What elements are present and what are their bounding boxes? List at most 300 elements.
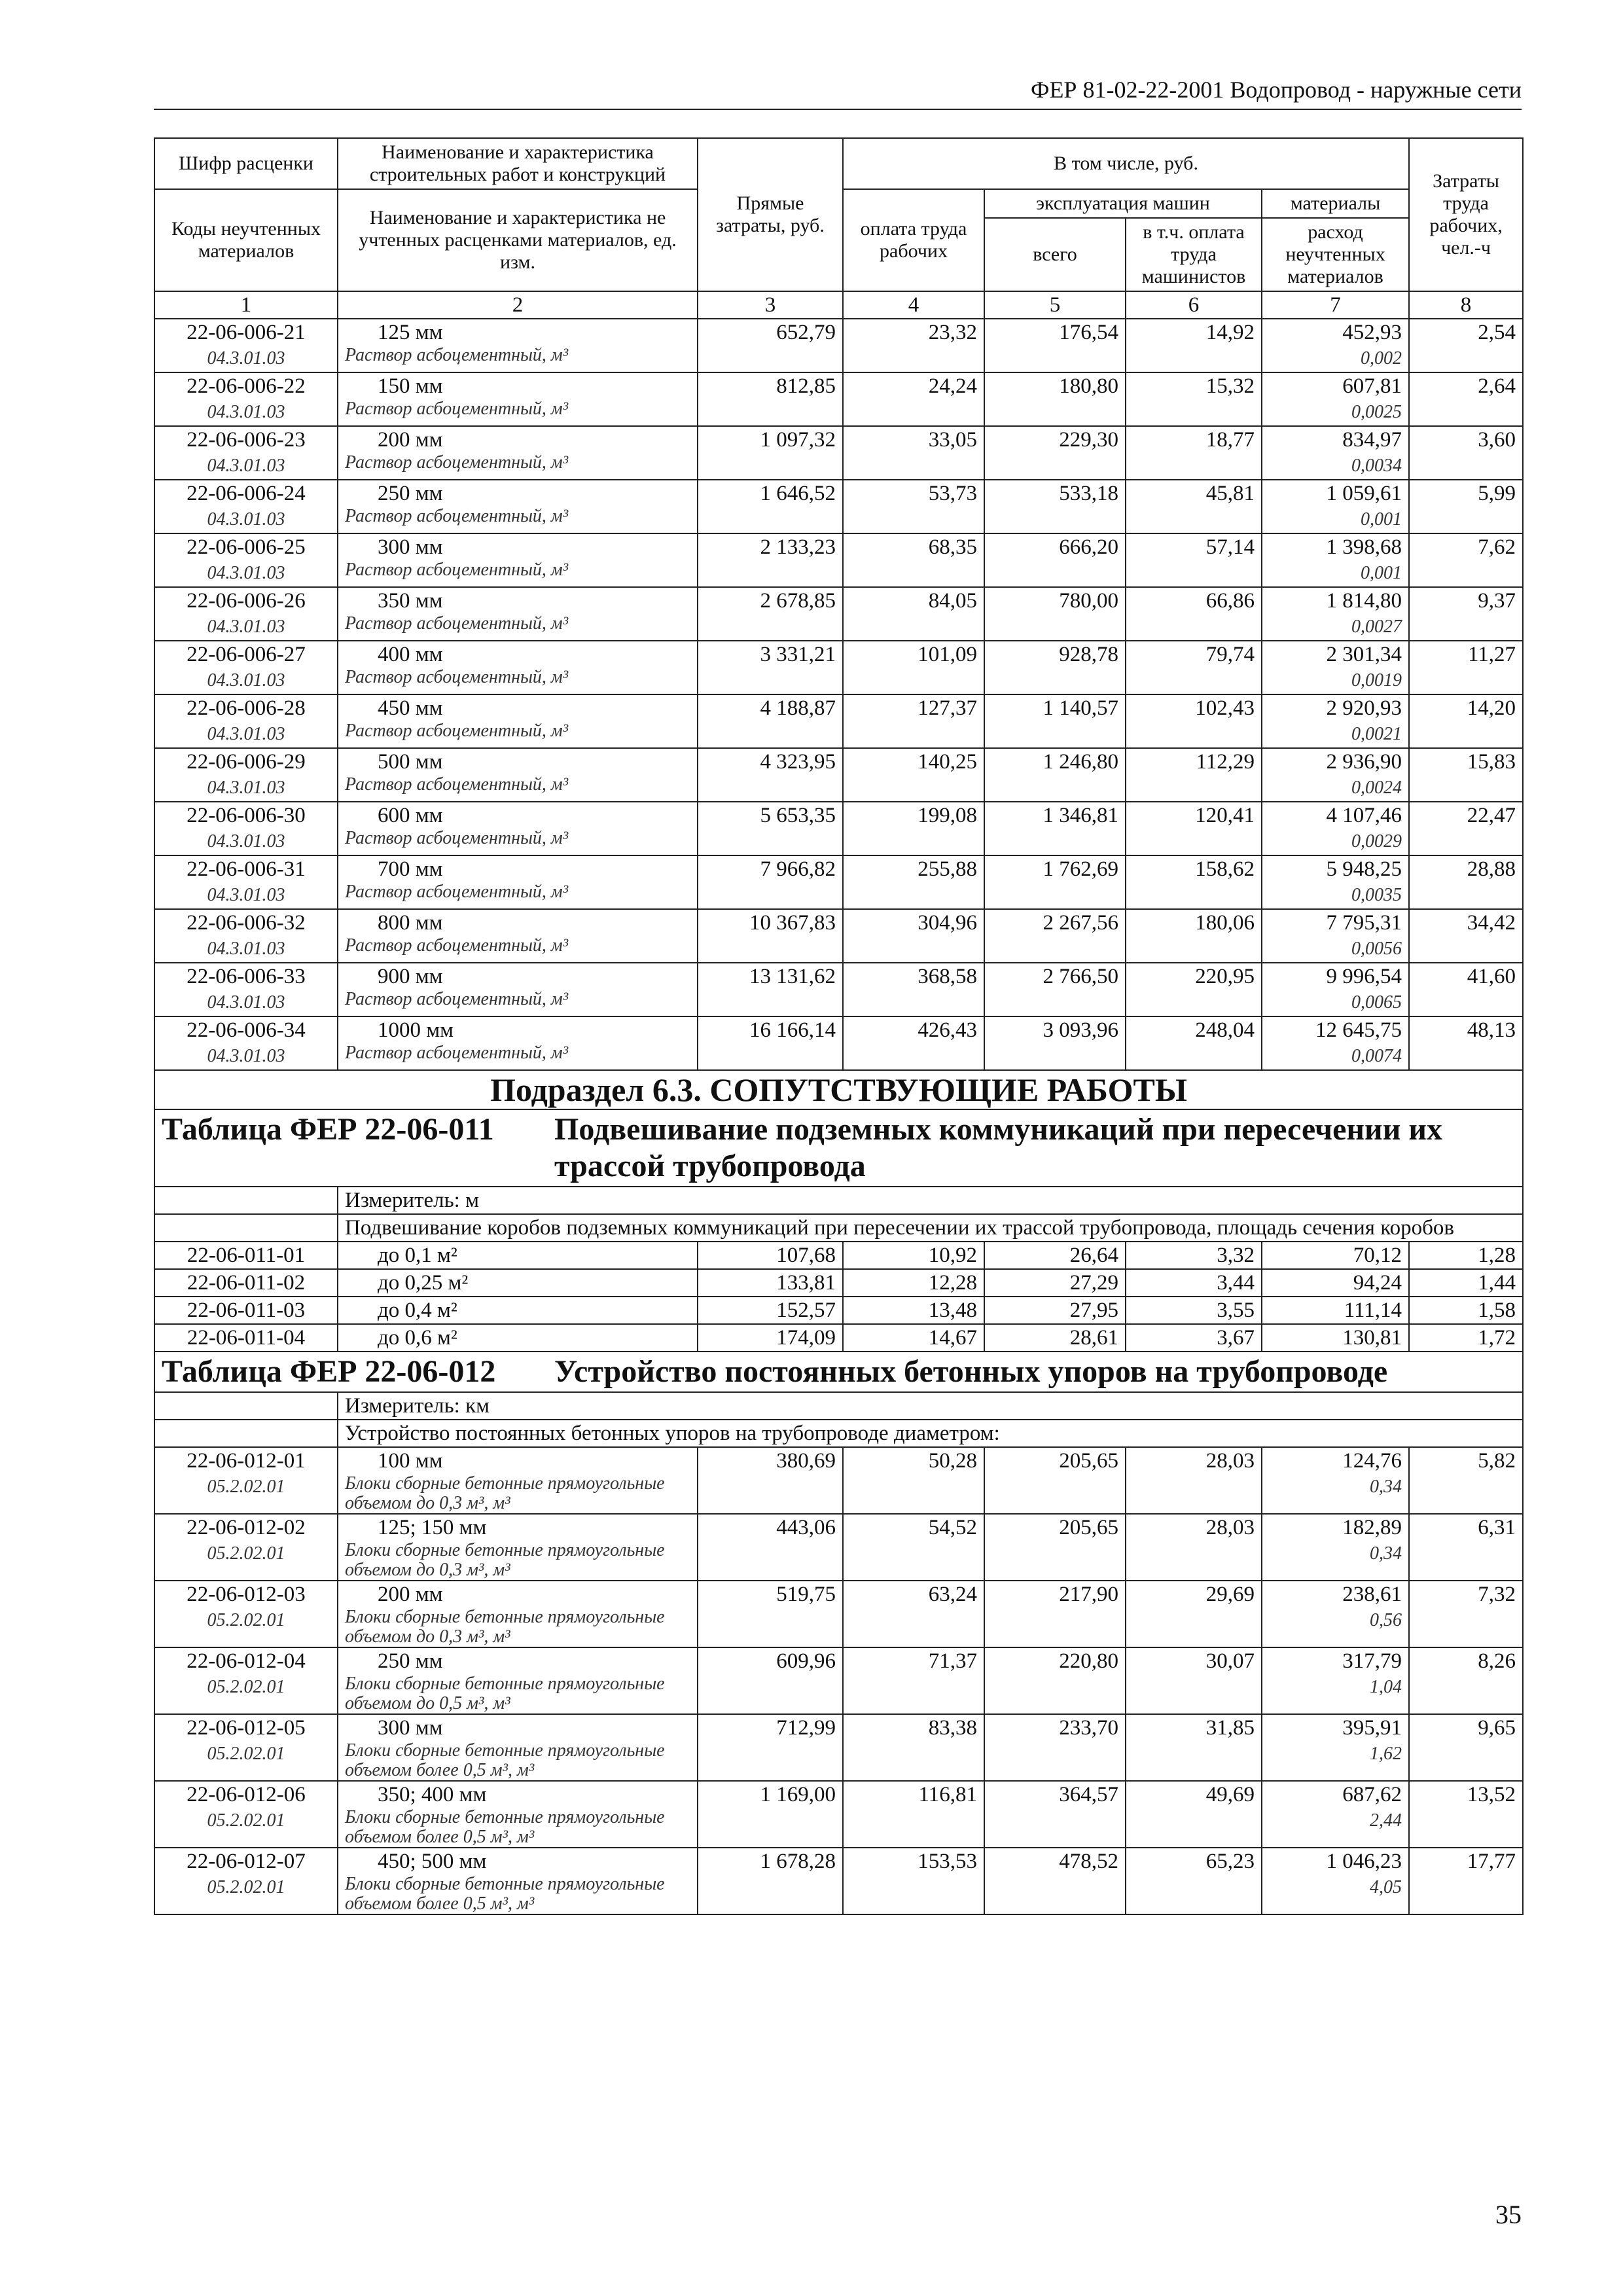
material-cost: 111,14 bbox=[1344, 1299, 1402, 1322]
page-number: 35 bbox=[1495, 2200, 1522, 2229]
material-code: 04.3.01.03 bbox=[207, 778, 285, 798]
material-cost-cell bbox=[1262, 748, 1409, 802]
machine-cost: 217,90 bbox=[984, 1581, 1126, 1647]
table-title-row bbox=[154, 1352, 1523, 1392]
material-cost: 1 059,61 bbox=[1326, 482, 1402, 505]
wage-cost: 84,05 bbox=[843, 587, 984, 641]
material-code: 04.3.01.03 bbox=[207, 509, 285, 529]
material-cost-cell bbox=[1262, 319, 1409, 372]
material-name: Блоки сборные бетонные прямоугольные объемом более 0,5 м³, м³ bbox=[345, 1740, 665, 1780]
material-code: 04.3.01.03 bbox=[207, 992, 285, 1013]
material-cost: 687,62 bbox=[1342, 1783, 1402, 1806]
rate-code-cell bbox=[154, 1297, 338, 1324]
wage-cost: 426,43 bbox=[843, 1016, 984, 1070]
direct-cost: 107,68 bbox=[698, 1242, 843, 1269]
work-name: 100 мм bbox=[378, 1449, 443, 1473]
labor-cost: 9,37 bbox=[1409, 587, 1523, 641]
labor-cost: 5,82 bbox=[1409, 1447, 1523, 1514]
table-meter: Измеритель: км bbox=[338, 1392, 1523, 1420]
material-usage: 0,0035 bbox=[1351, 885, 1402, 905]
machinist-wage: 31,85 bbox=[1126, 1714, 1262, 1781]
material-name: Раствор асбоцементный, м³ bbox=[345, 828, 569, 848]
rate-code-cell bbox=[154, 426, 338, 480]
header-row-1 bbox=[154, 138, 1523, 189]
material-code: 04.3.01.03 bbox=[207, 670, 285, 691]
material-cost: 130,81 bbox=[1342, 1326, 1402, 1350]
work-name-cell bbox=[338, 748, 698, 802]
machine-cost: 2 267,56 bbox=[984, 909, 1126, 963]
machine-cost: 205,65 bbox=[984, 1447, 1126, 1514]
work-name-cell bbox=[338, 1714, 698, 1781]
material-cost: 1 046,23 bbox=[1326, 1850, 1402, 1873]
direct-cost: 519,75 bbox=[698, 1581, 843, 1647]
work-name-cell bbox=[338, 1514, 698, 1581]
col-header-mach-wage: в т.ч. оплата труда машинистов bbox=[1126, 218, 1262, 291]
direct-cost: 652,79 bbox=[698, 319, 843, 372]
material-cost-cell bbox=[1262, 1514, 1409, 1581]
material-name: Раствор асбоцементный, м³ bbox=[345, 399, 569, 419]
table-row bbox=[154, 1297, 1523, 1324]
rate-code: 22-06-012-06 bbox=[187, 1783, 306, 1806]
col-header-material-codes: Коды неучтенных материалов bbox=[154, 189, 338, 291]
material-name: Раствор асбоцементный, м³ bbox=[345, 452, 569, 473]
table-row bbox=[154, 1514, 1523, 1581]
direct-cost: 712,99 bbox=[698, 1714, 843, 1781]
table-title-cell bbox=[154, 1352, 1523, 1392]
running-header: ФЕР 81-02-22-2001 Водопровод - наружные сети bbox=[1031, 77, 1522, 103]
work-name: 300 мм bbox=[378, 535, 443, 559]
machinist-wage: 28,03 bbox=[1126, 1514, 1262, 1581]
material-cost-cell bbox=[1262, 1647, 1409, 1714]
direct-cost: 1 169,00 bbox=[698, 1781, 843, 1848]
material-code: 05.2.02.01 bbox=[207, 1744, 285, 1764]
table-row bbox=[154, 319, 1523, 372]
rate-code: 22-06-006-24 bbox=[187, 482, 306, 505]
work-name-cell bbox=[338, 802, 698, 855]
table-row bbox=[154, 1324, 1523, 1352]
material-cost-cell bbox=[1262, 1016, 1409, 1070]
machine-cost: 180,80 bbox=[984, 372, 1126, 426]
material-cost-cell bbox=[1262, 802, 1409, 855]
work-name: до 0,25 м² bbox=[378, 1271, 469, 1295]
material-usage: 0,001 bbox=[1361, 563, 1402, 583]
work-name-cell bbox=[338, 372, 698, 426]
machinist-wage: 112,29 bbox=[1126, 748, 1262, 802]
direct-cost: 133,81 bbox=[698, 1269, 843, 1297]
col-index: 2 bbox=[338, 291, 698, 319]
labor-cost: 1,58 bbox=[1409, 1297, 1523, 1324]
machinist-wage: 45,81 bbox=[1126, 480, 1262, 533]
machine-cost: 1 346,81 bbox=[984, 802, 1126, 855]
material-code: 04.3.01.03 bbox=[207, 348, 285, 368]
machine-cost: 220,80 bbox=[984, 1647, 1126, 1714]
work-name: 450 мм bbox=[378, 696, 443, 720]
rate-code: 22-06-006-22 bbox=[187, 374, 306, 398]
material-code: 04.3.01.03 bbox=[207, 885, 285, 905]
work-name-cell bbox=[338, 319, 698, 372]
rate-code: 22-06-012-04 bbox=[187, 1649, 306, 1673]
material-code: 05.2.02.01 bbox=[207, 1543, 285, 1564]
rate-code: 22-06-006-32 bbox=[187, 911, 306, 935]
material-cost: 834,97 bbox=[1342, 428, 1402, 452]
rate-code: 22-06-006-29 bbox=[187, 750, 306, 774]
labor-cost: 1,44 bbox=[1409, 1269, 1523, 1297]
labor-cost: 13,52 bbox=[1409, 1781, 1523, 1848]
material-cost: 395,91 bbox=[1342, 1716, 1402, 1740]
direct-cost: 609,96 bbox=[698, 1647, 843, 1714]
rate-code-cell bbox=[154, 1324, 338, 1352]
work-name-cell bbox=[338, 1447, 698, 1514]
direct-cost: 4 188,87 bbox=[698, 694, 843, 748]
material-cost: 7 795,31 bbox=[1326, 911, 1402, 935]
material-usage: 4,05 bbox=[1370, 1877, 1402, 1897]
rate-code-cell bbox=[154, 480, 338, 533]
rate-code-cell bbox=[154, 1016, 338, 1070]
machine-cost: 364,57 bbox=[984, 1781, 1126, 1848]
material-code: 04.3.01.03 bbox=[207, 724, 285, 744]
machine-cost: 780,00 bbox=[984, 587, 1126, 641]
table-row bbox=[154, 748, 1523, 802]
machinist-wage: 14,92 bbox=[1126, 319, 1262, 372]
machine-cost: 533,18 bbox=[984, 480, 1126, 533]
material-code: 05.2.02.01 bbox=[207, 1677, 285, 1697]
rate-code-cell bbox=[154, 533, 338, 587]
table-name: Подвешивание подземных коммуникаций при пересечении их трассой трубопровода bbox=[554, 1112, 1443, 1183]
machinist-wage: 158,62 bbox=[1126, 855, 1262, 909]
column-index-row bbox=[154, 291, 1523, 319]
work-name-cell bbox=[338, 1781, 698, 1848]
table-title-cell bbox=[154, 1109, 1523, 1187]
labor-cost: 7,62 bbox=[1409, 533, 1523, 587]
material-cost: 124,76 bbox=[1342, 1449, 1402, 1473]
table-description-row bbox=[154, 1420, 1523, 1447]
direct-cost: 443,06 bbox=[698, 1514, 843, 1581]
header-rule bbox=[154, 109, 1522, 110]
material-name: Раствор асбоцементный, м³ bbox=[345, 989, 569, 1009]
material-code: 04.3.01.03 bbox=[207, 617, 285, 637]
material-usage: 0,0029 bbox=[1351, 831, 1402, 852]
col-header-labor: Затраты труда рабочих, чел.-ч bbox=[1409, 138, 1523, 291]
material-cost-cell bbox=[1262, 1581, 1409, 1647]
material-cost: 182,89 bbox=[1342, 1516, 1402, 1539]
machine-cost: 2 766,50 bbox=[984, 963, 1126, 1016]
wage-cost: 140,25 bbox=[843, 748, 984, 802]
col-header-material-names: Наименование и характеристика не учтенных расценками материалов, ед. изм. bbox=[338, 189, 698, 291]
wage-cost: 68,35 bbox=[843, 533, 984, 587]
wage-cost: 127,37 bbox=[843, 694, 984, 748]
machine-cost: 176,54 bbox=[984, 319, 1126, 372]
labor-cost: 41,60 bbox=[1409, 963, 1523, 1016]
wage-cost: 53,73 bbox=[843, 480, 984, 533]
table-row bbox=[154, 1581, 1523, 1647]
empty-cell bbox=[154, 1214, 338, 1242]
material-usage: 0,0065 bbox=[1351, 992, 1402, 1013]
work-name-cell bbox=[338, 426, 698, 480]
material-cost-cell bbox=[1262, 587, 1409, 641]
table-name: Устройство постоянных бетонных упоров на трубопроводе bbox=[554, 1354, 1388, 1389]
col-header-machines: эксплуатация машин bbox=[984, 189, 1262, 218]
rate-code-cell bbox=[154, 963, 338, 1016]
work-name: 500 мм bbox=[378, 750, 443, 774]
material-usage: 0,0074 bbox=[1351, 1046, 1402, 1066]
rate-code-cell bbox=[154, 1781, 338, 1848]
direct-cost: 174,09 bbox=[698, 1324, 843, 1352]
wage-cost: 153,53 bbox=[843, 1848, 984, 1914]
labor-cost: 28,88 bbox=[1409, 855, 1523, 909]
rate-code: 22-06-012-02 bbox=[187, 1516, 306, 1539]
table-row bbox=[154, 1242, 1523, 1269]
col-index: 4 bbox=[843, 291, 984, 319]
work-name-cell bbox=[338, 1581, 698, 1647]
empty-cell bbox=[154, 1187, 338, 1214]
rate-code-cell bbox=[154, 1848, 338, 1914]
table-meter-row bbox=[154, 1187, 1523, 1214]
material-cost-cell bbox=[1262, 641, 1409, 694]
material-code: 04.3.01.03 bbox=[207, 1046, 285, 1066]
col-header-mat-usage: расход неучтенных материалов bbox=[1262, 218, 1409, 291]
table-row bbox=[154, 1781, 1523, 1848]
work-name: 250 мм bbox=[378, 482, 443, 505]
material-cost: 94,24 bbox=[1353, 1271, 1402, 1295]
work-name-cell bbox=[338, 533, 698, 587]
material-cost-cell bbox=[1262, 694, 1409, 748]
material-code: 04.3.01.03 bbox=[207, 563, 285, 583]
wage-cost: 33,05 bbox=[843, 426, 984, 480]
rate-code-cell bbox=[154, 319, 338, 372]
work-name: 700 мм bbox=[378, 857, 443, 881]
rate-code-cell bbox=[154, 802, 338, 855]
material-name: Раствор асбоцементный, м³ bbox=[345, 345, 569, 365]
material-usage: 0,001 bbox=[1361, 509, 1402, 529]
table-meter-row bbox=[154, 1392, 1523, 1420]
rate-code: 22-06-012-01 bbox=[187, 1449, 306, 1473]
table-row bbox=[154, 1647, 1523, 1714]
work-name-cell bbox=[338, 1269, 698, 1297]
work-name: 350; 400 мм bbox=[378, 1783, 487, 1806]
material-code: 04.3.01.03 bbox=[207, 402, 285, 422]
material-usage: 0,56 bbox=[1370, 1610, 1402, 1630]
material-cost: 452,93 bbox=[1342, 321, 1402, 344]
material-cost: 4 107,46 bbox=[1326, 804, 1402, 827]
machinist-wage: 66,86 bbox=[1126, 587, 1262, 641]
labor-cost: 17,77 bbox=[1409, 1848, 1523, 1914]
rate-code: 22-06-012-03 bbox=[187, 1583, 306, 1606]
material-cost-cell bbox=[1262, 1242, 1409, 1269]
table-row bbox=[154, 694, 1523, 748]
direct-cost: 13 131,62 bbox=[698, 963, 843, 1016]
machine-cost: 928,78 bbox=[984, 641, 1126, 694]
direct-cost: 1 646,52 bbox=[698, 480, 843, 533]
rate-code: 22-06-011-04 bbox=[187, 1326, 306, 1350]
machinist-wage: 180,06 bbox=[1126, 909, 1262, 963]
material-name: Раствор асбоцементный, м³ bbox=[345, 935, 569, 956]
material-usage: 0,0034 bbox=[1351, 456, 1402, 476]
labor-cost: 9,65 bbox=[1409, 1714, 1523, 1781]
material-name: Раствор асбоцементный, м³ bbox=[345, 721, 569, 741]
labor-cost: 2,54 bbox=[1409, 319, 1523, 372]
material-name: Раствор асбоцементный, м³ bbox=[345, 506, 569, 526]
labor-cost: 14,20 bbox=[1409, 694, 1523, 748]
work-name: до 0,1 м² bbox=[378, 1244, 457, 1267]
rate-code: 22-06-011-01 bbox=[187, 1244, 306, 1267]
work-name: 200 мм bbox=[378, 1583, 443, 1606]
material-usage: 0,0056 bbox=[1351, 939, 1402, 959]
work-name: 1000 мм bbox=[378, 1018, 454, 1042]
material-cost: 1 398,68 bbox=[1326, 535, 1402, 559]
table-description: Устройство постоянных бетонных упоров на трубопроводе диаметром: bbox=[338, 1420, 1523, 1447]
wage-cost: 63,24 bbox=[843, 1581, 984, 1647]
machine-cost: 27,29 bbox=[984, 1269, 1126, 1297]
rate-code: 22-06-012-05 bbox=[187, 1716, 306, 1740]
machine-cost: 666,20 bbox=[984, 533, 1126, 587]
work-name-cell bbox=[338, 480, 698, 533]
material-cost: 607,81 bbox=[1342, 374, 1402, 398]
machinist-wage: 30,07 bbox=[1126, 1647, 1262, 1714]
work-name: 200 мм bbox=[378, 428, 443, 452]
work-name-cell bbox=[338, 909, 698, 963]
work-name-cell bbox=[338, 1242, 698, 1269]
labor-cost: 15,83 bbox=[1409, 748, 1523, 802]
work-name: 125; 150 мм bbox=[378, 1516, 487, 1539]
rate-code-cell bbox=[154, 1647, 338, 1714]
material-code: 05.2.02.01 bbox=[207, 1877, 285, 1897]
material-usage: 0,0025 bbox=[1351, 402, 1402, 422]
table-number: Таблица ФЕР 22-06-011 bbox=[162, 1112, 494, 1147]
rate-code: 22-06-006-30 bbox=[187, 804, 306, 827]
wage-cost: 199,08 bbox=[843, 802, 984, 855]
rate-code-cell bbox=[154, 748, 338, 802]
rate-code: 22-06-006-26 bbox=[187, 589, 306, 613]
empty-cell bbox=[154, 1392, 338, 1420]
labor-cost: 7,32 bbox=[1409, 1581, 1523, 1647]
machinist-wage: 28,03 bbox=[1126, 1447, 1262, 1514]
col-header-materials: материалы bbox=[1262, 189, 1409, 218]
material-code: 05.2.02.01 bbox=[207, 1610, 285, 1630]
material-usage: 1,04 bbox=[1370, 1677, 1402, 1697]
material-cost-cell bbox=[1262, 963, 1409, 1016]
work-name: 125 мм bbox=[378, 321, 443, 344]
work-name: 150 мм bbox=[378, 374, 443, 398]
rate-code-cell bbox=[154, 694, 338, 748]
material-cost-cell bbox=[1262, 1297, 1409, 1324]
machinist-wage: 79,74 bbox=[1126, 641, 1262, 694]
wage-cost: 24,24 bbox=[843, 372, 984, 426]
table-row bbox=[154, 1447, 1523, 1514]
material-cost-cell bbox=[1262, 1848, 1409, 1914]
col-header-group: В том числе, руб. bbox=[843, 138, 1409, 189]
work-name-cell bbox=[338, 1016, 698, 1070]
work-name: 800 мм bbox=[378, 911, 443, 935]
material-cost-cell bbox=[1262, 480, 1409, 533]
material-cost-cell bbox=[1262, 909, 1409, 963]
machine-cost: 229,30 bbox=[984, 426, 1126, 480]
wage-cost: 13,48 bbox=[843, 1297, 984, 1324]
material-usage: 0,0024 bbox=[1351, 778, 1402, 798]
table-description-row bbox=[154, 1214, 1523, 1242]
col-index: 8 bbox=[1409, 291, 1523, 319]
material-cost-cell bbox=[1262, 855, 1409, 909]
material-usage: 0,0021 bbox=[1351, 724, 1402, 744]
material-name: Блоки сборные бетонные прямоугольные объемом до 0,3 м³, м³ bbox=[345, 1473, 665, 1513]
work-name-cell bbox=[338, 641, 698, 694]
empty-cell bbox=[154, 1420, 338, 1447]
material-cost-cell bbox=[1262, 1781, 1409, 1848]
labor-cost: 1,72 bbox=[1409, 1324, 1523, 1352]
table-row bbox=[154, 426, 1523, 480]
material-name: Раствор асбоцементный, м³ bbox=[345, 613, 569, 634]
machinist-wage: 220,95 bbox=[1126, 963, 1262, 1016]
material-cost-cell bbox=[1262, 1269, 1409, 1297]
direct-cost: 5 653,35 bbox=[698, 802, 843, 855]
rate-code: 22-06-006-33 bbox=[187, 965, 306, 988]
work-name-cell bbox=[338, 963, 698, 1016]
work-name-cell bbox=[338, 1647, 698, 1714]
machinist-wage: 29,69 bbox=[1126, 1581, 1262, 1647]
machinist-wage: 15,32 bbox=[1126, 372, 1262, 426]
material-usage: 0,0019 bbox=[1351, 670, 1402, 691]
labor-cost: 34,42 bbox=[1409, 909, 1523, 963]
material-cost: 317,79 bbox=[1342, 1649, 1402, 1673]
material-cost: 5 948,25 bbox=[1326, 857, 1402, 881]
machinist-wage: 18,77 bbox=[1126, 426, 1262, 480]
material-cost-cell bbox=[1262, 1447, 1409, 1514]
work-name: 400 мм bbox=[378, 643, 443, 666]
table-row bbox=[154, 533, 1523, 587]
material-cost-cell bbox=[1262, 426, 1409, 480]
work-name: 250 мм bbox=[378, 1649, 443, 1673]
rate-code: 22-06-011-02 bbox=[187, 1271, 306, 1295]
wage-cost: 83,38 bbox=[843, 1714, 984, 1781]
work-name-cell bbox=[338, 1848, 698, 1914]
direct-cost: 2 678,85 bbox=[698, 587, 843, 641]
table-row bbox=[154, 1016, 1523, 1070]
rate-code: 22-06-011-03 bbox=[187, 1299, 306, 1322]
material-name: Блоки сборные бетонные прямоугольные объемом до 0,3 м³, м³ bbox=[345, 1540, 665, 1580]
material-code: 05.2.02.01 bbox=[207, 1810, 285, 1831]
table-row bbox=[154, 802, 1523, 855]
rate-code: 22-06-006-25 bbox=[187, 535, 306, 559]
material-name: Раствор асбоцементный, м³ bbox=[345, 882, 569, 902]
work-name: 350 мм bbox=[378, 589, 443, 613]
material-code: 04.3.01.03 bbox=[207, 939, 285, 959]
work-name-cell bbox=[338, 855, 698, 909]
material-cost: 2 301,34 bbox=[1326, 643, 1402, 666]
material-name: Раствор асбоцементный, м³ bbox=[345, 667, 569, 687]
rate-code-cell bbox=[154, 1514, 338, 1581]
machinist-wage: 57,14 bbox=[1126, 533, 1262, 587]
material-usage: 1,62 bbox=[1370, 1744, 1402, 1764]
machine-cost: 205,65 bbox=[984, 1514, 1126, 1581]
wage-cost: 12,28 bbox=[843, 1269, 984, 1297]
wage-cost: 304,96 bbox=[843, 909, 984, 963]
rate-code-cell bbox=[154, 641, 338, 694]
material-name: Блоки сборные бетонные прямоугольные объемом до 0,3 м³, м³ bbox=[345, 1607, 665, 1647]
rate-code-cell bbox=[154, 1447, 338, 1514]
table-row bbox=[154, 1848, 1523, 1914]
table-meter: Измеритель: м bbox=[338, 1187, 1523, 1214]
direct-cost: 152,57 bbox=[698, 1297, 843, 1324]
machine-cost: 26,64 bbox=[984, 1242, 1126, 1269]
wage-cost: 50,28 bbox=[843, 1447, 984, 1514]
col-index: 5 bbox=[984, 291, 1126, 319]
wage-cost: 116,81 bbox=[843, 1781, 984, 1848]
rate-code-cell bbox=[154, 372, 338, 426]
material-cost-cell bbox=[1262, 1714, 1409, 1781]
material-cost: 2 936,90 bbox=[1326, 750, 1402, 774]
table-title-row bbox=[154, 1109, 1523, 1187]
labor-cost: 5,99 bbox=[1409, 480, 1523, 533]
price-table bbox=[154, 137, 1524, 1915]
